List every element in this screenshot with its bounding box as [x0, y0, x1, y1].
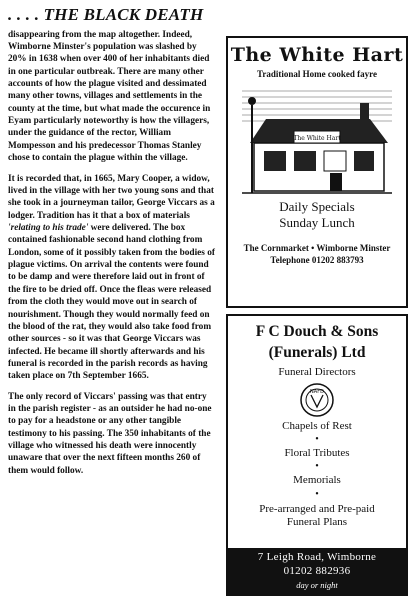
fc-douch-title-line2: (Funerals) Ltd: [268, 343, 366, 361]
pre-arranged-line2: Funeral Plans: [286, 515, 348, 528]
daily-specials: Daily Specials: [279, 199, 355, 214]
pub-sign-text: The White Hart: [293, 135, 341, 142]
article-quote: 'relating to his trade': [8, 223, 89, 233]
bullet-icon: •: [315, 488, 319, 500]
pub-illustration: [242, 85, 392, 197]
fc-douch-title-line1: F C Douch & Sons: [255, 323, 379, 340]
door: [330, 173, 342, 191]
fc-douch-footer: [228, 548, 406, 594]
article-headline: . . . . THE BLACK DEATH: [8, 5, 204, 24]
service-chapels: Chapels of Rest: [282, 419, 352, 432]
white-hart-advert: [226, 36, 408, 308]
bullet-icon: •: [315, 434, 319, 446]
white-hart-address: The Cornmarket • Wimborne Minster: [243, 242, 391, 253]
article-paragraph-3: The only record of Viccars' passing was that entry in the parish register - as an outsider he had no-one to pay for a headstone or any other tangible testimony to his passing. The 350 inhabitants of the village who witnessed his death were innocently unaware that over the next fifteen months 260 of them would follow.: [8, 391, 212, 476]
pre-arranged-line1: Pre-arranged and Pre-paid: [259, 502, 375, 515]
service-floral: Floral Tributes: [284, 447, 350, 460]
service-memorials: Memorials: [293, 474, 341, 487]
nafd-seal-icon: [300, 383, 334, 417]
white-hart-tagline: Traditional Home cooked fayre: [257, 69, 377, 79]
article-column: [8, 4, 216, 596]
article-paragraph-2-end: were delivered. The box contained fashionable second hand clothing from London, some of it possibly taken from the bodies of plague victims. On arrival the contents were found to be damp and were therefore laid out in front of the fire to be dried off. Once the fleas were released from the cloth they would move out in search of nourishment. Though they would normally feed on the blood of the rat, they would also take food from other sources - so it was that George Viccars was infected. He became ill shortly afterwards and his funeral is recorded in the parish records as having taken place on 7th September 1665.: [8, 223, 215, 382]
footer-address: 7 Leigh Road, Wimborne: [257, 551, 377, 563]
footer-phone: 01202 882936: [283, 564, 351, 577]
white-hart-phone: Telephone 01202 883793: [270, 255, 364, 266]
funeral-directors-label: Funeral Directors: [278, 365, 356, 378]
fc-douch-advert: [226, 314, 408, 596]
article-paragraph-1: disappearing from the map altogether. Indeed, Wimborne Minster's population was slashed by 20% in 1638 when over 400 of her inhabitants died in one particular outbreak. There are many other accounts of how the plague visited and dessimated many other towns, villages and settlements in the county at the time, but what made the occurence in Eyam particularly noteworthy is how the villagers, under the guidance of the rector, William Mompesson and his predecessor Thomas Stanley chose to contain the plague within the village.: [8, 29, 211, 164]
sunday-lunch: Sunday Lunch: [279, 215, 355, 231]
fc-douch-title: [228, 322, 406, 364]
chimney: [360, 103, 369, 121]
footer-hours: day or night: [296, 579, 338, 590]
white-hart-contact: [228, 242, 406, 267]
article-paragraph-2: [8, 173, 216, 383]
white-hart-title: The White Hart: [230, 44, 404, 66]
funeral-plans: [228, 503, 406, 529]
article-paragraph-2-start: It is recorded that, in 1665, Mary Cooper, a widow, lived in the village with her two young sons and that she took in a journeyman tailor, George Viccars as a lodger. Tradition has it that a box of materials: [8, 173, 215, 221]
white-hart-specials: [228, 199, 406, 232]
bullet-icon: •: [315, 461, 319, 473]
seal-letters: NAFD: [310, 388, 324, 395]
